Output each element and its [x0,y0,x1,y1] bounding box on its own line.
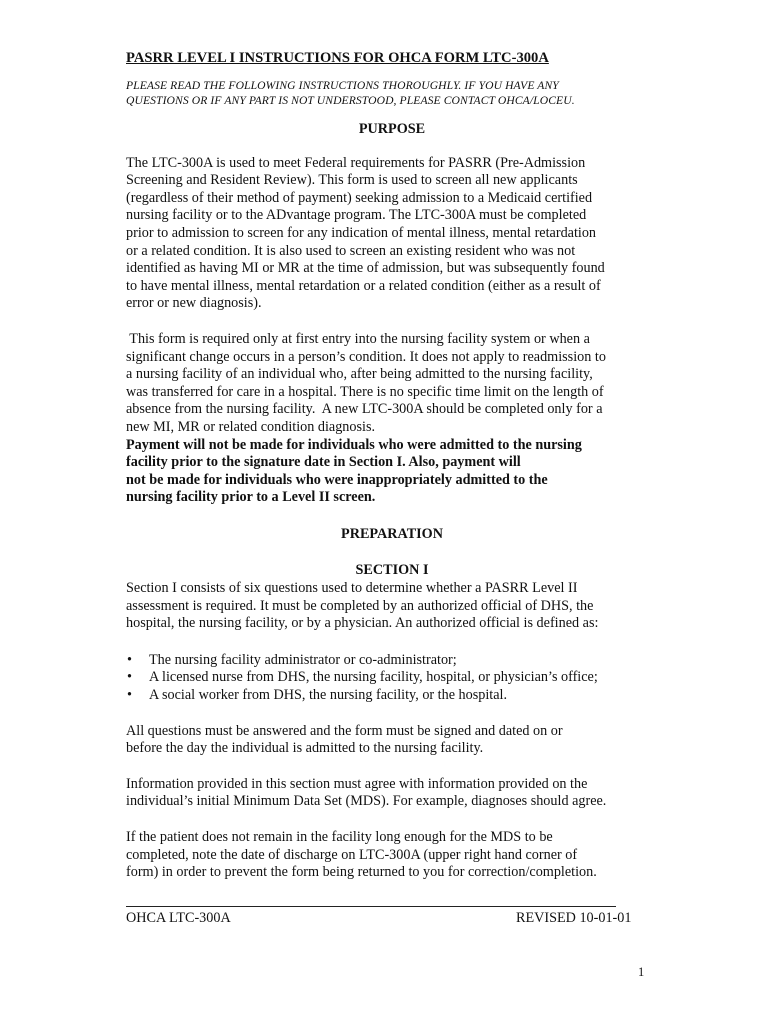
text-line: nursing facility prior to a Level II screen. [126,489,376,506]
text-line: This form is required only at first entry into the nursing facility system or when a [126,330,590,347]
text-line: significant change occurs in a person’s condition. It does not apply to readmission to [126,348,606,365]
purpose-heading: PURPOSE [358,121,426,137]
text-line: hospital, the nursing facility, or by a physician. An authorized official is defined as: [126,615,599,632]
intro-line: QUESTIONS OR IF ANY PART IS NOT UNDERSTOOD, PLEASE CONTACT OHCA/LOCEU. [126,94,575,107]
text-line: absence from the nursing facility. A new LTC-300A should be completed only for a [126,401,603,418]
list-item-text: A social worker from DHS, the nursing facility, or the hospital. [149,687,508,704]
questions-paragraph [126,723,646,758]
text-line: All questions must be answered and the form must be signed and dated on or [126,722,563,739]
text-line: a nursing facility of an individual who, after being admitted to the nursing facility, [126,366,593,383]
purpose-paragraph-1 [126,155,646,313]
text-line: If the patient does not remain in the facility long enough for the MDS to be [126,829,553,845]
footer-revision: REVISED 10-01-01 [516,910,632,926]
text-line: or a related condition. It is also used to screen an existing resident who was not [126,242,576,259]
bullet-icon: • [127,687,132,704]
text-line: Screening and Resident Review). This form is used to screen all new applicants [126,172,578,189]
discharge-paragraph [126,829,646,882]
payment-notice [126,437,646,507]
text-line: error or new diagnosis). [126,295,262,312]
text-line: nursing facility or to the ADvantage program. The LTC-300A must be completed [126,207,587,224]
text-line: (regardless of their method of payment) seeking admission to a Medicaid certified [126,189,593,206]
list-item [126,669,646,687]
footer-form-id: OHCA LTC-300A [126,910,231,926]
section-1-text [126,580,646,633]
list-item [126,652,646,670]
text-line: before the day the individual is admitted to the nursing facility. [126,740,484,757]
list-item [126,687,646,705]
list-item-text: A licensed nurse from DHS, the nursing facility, hospital, or physician’s office; [149,669,598,686]
text-line: new MI, MR or related condition diagnosis. [126,418,376,435]
text-line: prior to admission to screen for any indication of mental illness, mental retardation [126,224,597,241]
text-line: facility prior to the signature date in Section I. Also, payment will [126,454,521,471]
text-line: completed, note the date of discharge on LTC-300A (upper right hand corner of [126,846,578,863]
purpose-paragraph-2 [126,331,646,437]
document-title: PASRR LEVEL I INSTRUCTIONS FOR OHCA FORM LTC-300A [126,50,549,66]
section-1-heading: SECTION I [355,562,429,579]
text-line: identified as having MI or MR at the time of admission, but was subsequently found [126,260,605,277]
text-line: was transferred for care in a hospital. There is no specific time limit on the length of [126,383,604,400]
text-line: to have mental illness, mental retardation or a related condition (either as a result of [126,277,601,294]
text-line: form) in order to prevent the form being returned to you for correction/completion. [126,864,597,881]
intro-line: PLEASE READ THE FOLLOWING INSTRUCTIONS THOROUGHLY. IF YOU HAVE ANY [126,79,559,92]
preparation-heading: PREPARATION [341,525,443,542]
authorized-official-list [126,652,646,705]
list-item-text: The nursing facility administrator or co-administrator; [149,651,457,668]
text-line: not be made for individuals who were inappropriately admitted to the [126,471,548,488]
text-line: Payment will not be made for individuals who were admitted to the nursing [126,436,582,453]
bullet-icon: • [127,669,132,686]
document-body [126,48,646,882]
footer-divider [126,906,616,907]
text-line: assessment is required. It must be completed by an authorized official of DHS, the [126,597,594,614]
bullet-icon: • [127,651,132,668]
page-number: 1 [638,965,645,979]
mds-info-paragraph [126,776,646,811]
text-line: Section I consists of six questions used to determine whether a PASRR Level II [126,580,578,597]
text-line: Information provided in this section must agree with information provided on the [126,775,588,792]
text-line: The LTC-300A is used to meet Federal requirements for PASRR (Pre-Admission [126,154,586,171]
intro-instructions [126,78,646,108]
text-line: individual’s initial Minimum Data Set (MDS). For example, diagnoses should agree. [126,793,607,810]
